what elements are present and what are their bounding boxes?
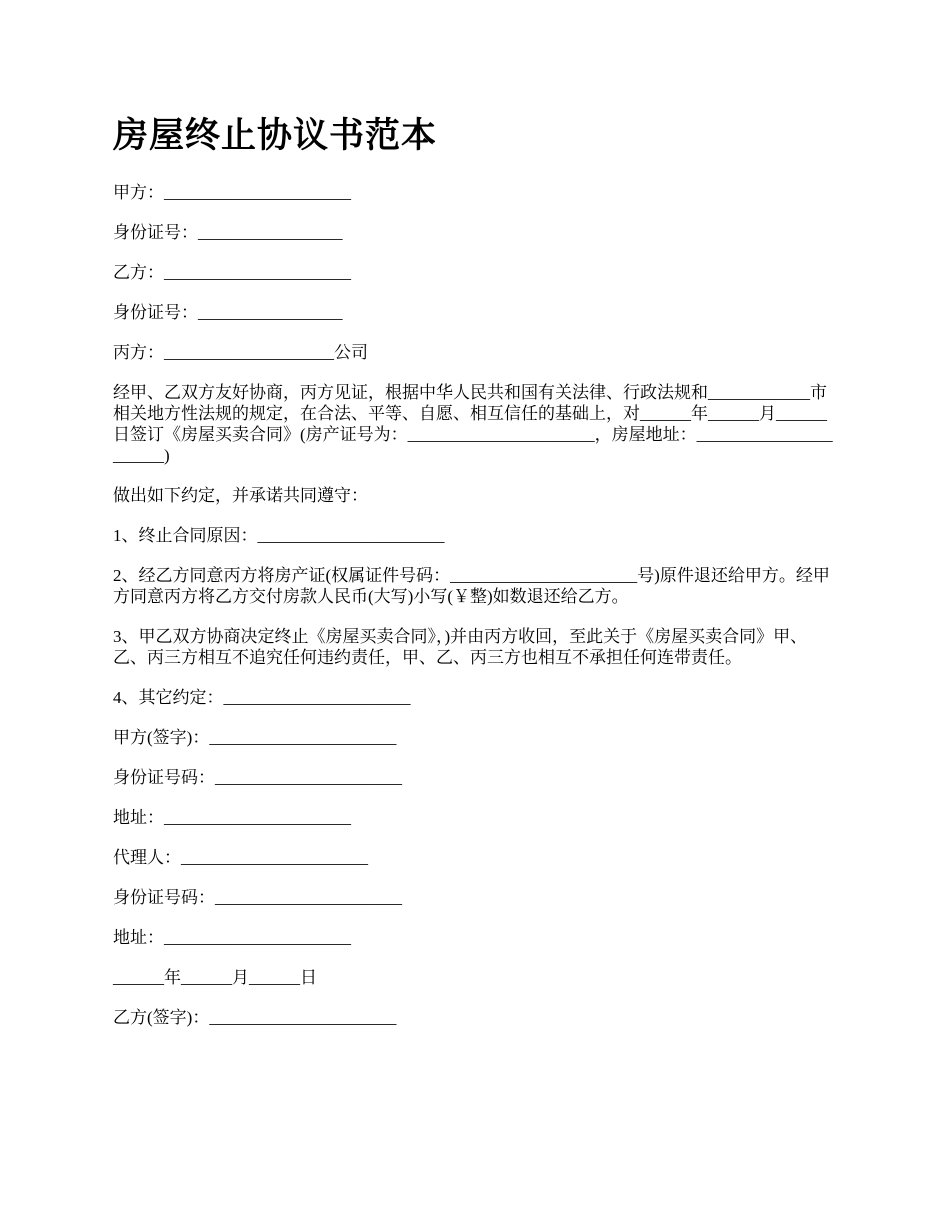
- agent-address: 地址：______________________: [113, 928, 351, 947]
- clause-2: 2、经乙方同意丙方将房产证(权属证件号码：______________________号)原件退还给甲方。经甲方同意丙方将乙方交付房款人民币(大写)小写(￥整)如数退还给乙方。: [113, 566, 830, 606]
- party-a-id-number: 身份证号码：______________________: [113, 768, 402, 787]
- agent-id-number: 身份证号码：______________________: [113, 888, 402, 907]
- agreement-intro: 做出如下约定，并承诺共同遵守：: [113, 486, 368, 505]
- party-b-signature: 乙方(签字)：______________________: [113, 1008, 397, 1027]
- party-c-company: 丙方：____________________公司: [113, 343, 368, 362]
- preamble-paragraph: 经甲、乙双方友好协商，丙方见证，根据中华人民共和国有关法律、行政法规和____________市相关地方性法规的规定，在合法、平等、自愿、相互信任的基础上，对______年______月______日签订《房屋买卖合同》(房产证号为：______________________，房屋地址：______________________): [113, 383, 833, 465]
- document-page: [113, 114, 840, 1047]
- clause-3: 3、甲乙双方协商决定终止《房屋买卖合同》，)并由丙方收回，至此关于《房屋买卖合同》甲、乙、丙三方相互不追究任何违约责任，甲、乙、丙三方也相互不承担任何连带责任。: [113, 627, 808, 667]
- party-a-address: 地址：______________________: [113, 808, 351, 827]
- party-a-name: 甲方：______________________: [113, 183, 351, 202]
- agent-name: 代理人：______________________: [113, 848, 368, 867]
- document-title: 房屋终止协议书范本: [113, 116, 438, 155]
- clause-1: 1、终止合同原因：______________________: [113, 526, 445, 545]
- party-b-id: 身份证号：_________________: [113, 303, 343, 322]
- party-a-signature: 甲方(签字)：______________________: [113, 728, 397, 747]
- party-a-id: 身份证号：_________________: [113, 223, 343, 242]
- clause-4: 4、其它约定：______________________: [113, 688, 411, 707]
- party-b-name: 乙方：______________________: [113, 263, 351, 282]
- signing-date: ______年______月______日: [113, 968, 317, 987]
